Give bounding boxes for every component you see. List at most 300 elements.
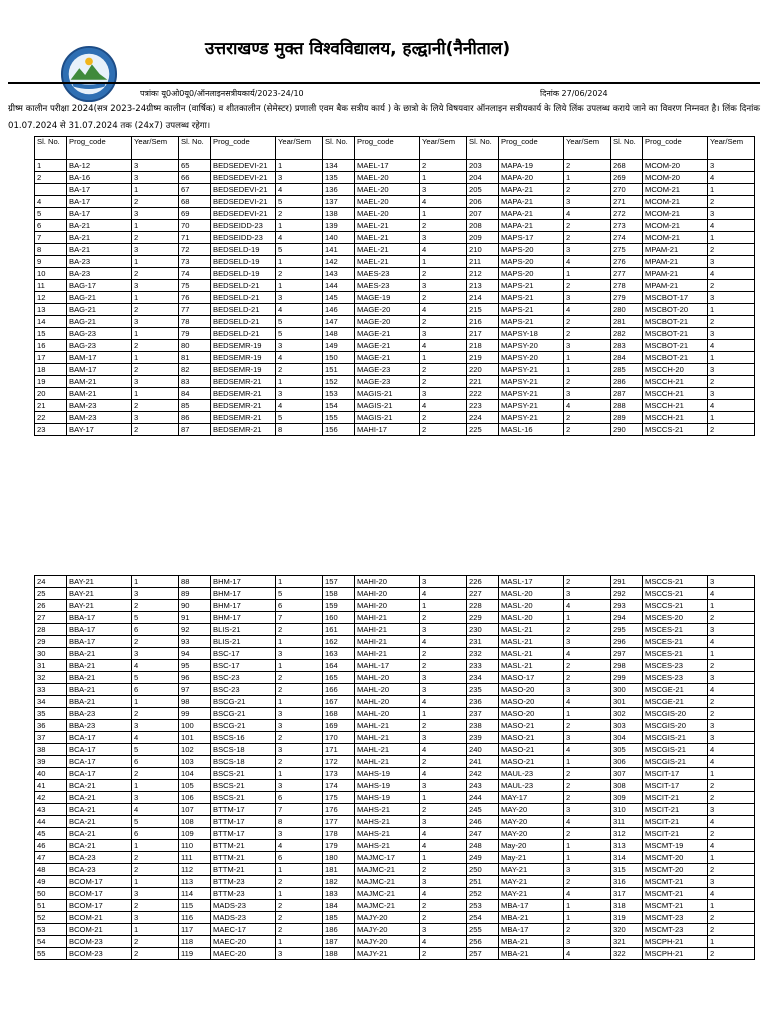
- year-sem-cell: 1: [132, 696, 179, 708]
- year-sem-cell: 3: [420, 684, 467, 696]
- prog-code-cell: MAHL-17: [355, 660, 420, 672]
- year-sem-cell: 4: [420, 244, 467, 256]
- year-sem-cell: 3: [132, 912, 179, 924]
- serial-cell: 285: [611, 364, 643, 376]
- year-sem-cell: 2: [564, 220, 611, 232]
- year-sem-cell: 3: [276, 708, 323, 720]
- prog-code-cell: MSCIT-21: [643, 828, 708, 840]
- column-header: Sl. No.: [611, 137, 643, 160]
- serial-cell: 232: [467, 648, 499, 660]
- serial-cell: 69: [179, 208, 211, 220]
- serial-cell: 271: [611, 196, 643, 208]
- year-sem-cell: 4: [132, 804, 179, 816]
- year-sem-cell: 3: [564, 196, 611, 208]
- prog-code-cell: MAGE-21: [355, 328, 420, 340]
- prog-code-cell: MSCGIS-21: [643, 756, 708, 768]
- year-sem-cell: 1: [276, 576, 323, 588]
- serial-cell: 175: [323, 792, 355, 804]
- prog-code-cell: MBA-21: [499, 948, 564, 960]
- serial-cell: 205: [467, 184, 499, 196]
- prog-code-cell: BTTM-17: [211, 816, 276, 828]
- prog-code-cell: BEDSELD-21: [211, 280, 276, 292]
- serial-cell: 288: [611, 400, 643, 412]
- table-row: [35, 876, 755, 888]
- serial-cell: 14: [35, 316, 67, 328]
- prog-code-cell: BEDSEMR-21: [211, 388, 276, 400]
- serial-cell: 145: [323, 292, 355, 304]
- serial-cell: 146: [323, 304, 355, 316]
- year-sem-cell: 7: [276, 612, 323, 624]
- serial-cell: 19: [35, 376, 67, 388]
- year-sem-cell: 2: [420, 424, 467, 436]
- table-row: [35, 912, 755, 924]
- year-sem-cell: 3: [708, 364, 755, 376]
- year-sem-cell: 4: [276, 352, 323, 364]
- year-sem-cell: 1: [708, 936, 755, 948]
- serial-cell: 33: [35, 684, 67, 696]
- prog-code-cell: MSCCS-21: [643, 588, 708, 600]
- serial-cell: 78: [179, 316, 211, 328]
- table-row: [35, 816, 755, 828]
- year-sem-cell: 1: [132, 876, 179, 888]
- year-sem-cell: 2: [276, 876, 323, 888]
- year-sem-cell: 3: [132, 160, 179, 172]
- year-sem-cell: 1: [420, 792, 467, 804]
- serial-cell: 71: [179, 232, 211, 244]
- year-sem-cell: 3: [276, 744, 323, 756]
- prog-code-cell: BSCS-21: [211, 792, 276, 804]
- serial-cell: 280: [611, 304, 643, 316]
- year-sem-cell: 5: [276, 588, 323, 600]
- serial-cell: 309: [611, 792, 643, 804]
- serial-cell: 96: [179, 672, 211, 684]
- year-sem-cell: 1: [132, 840, 179, 852]
- prog-code-cell: BAY-17: [67, 424, 132, 436]
- year-sem-cell: 3: [564, 804, 611, 816]
- serial-cell: 307: [611, 768, 643, 780]
- table-row: [35, 720, 755, 732]
- serial-cell: 186: [323, 924, 355, 936]
- prog-code-cell: BBA-21: [67, 684, 132, 696]
- prog-code-cell: BAM-23: [67, 400, 132, 412]
- year-sem-cell: 1: [564, 352, 611, 364]
- table-row: [35, 828, 755, 840]
- year-sem-cell: 2: [420, 376, 467, 388]
- table-row: [35, 280, 755, 292]
- year-sem-cell: 3: [420, 876, 467, 888]
- year-sem-cell: 1: [132, 328, 179, 340]
- serial-cell: 15: [35, 328, 67, 340]
- serial-cell: 322: [611, 948, 643, 960]
- serial-cell: 24: [35, 576, 67, 588]
- table-row: [35, 600, 755, 612]
- prog-code-cell: MSCMT-21: [643, 900, 708, 912]
- prog-code-cell: BAG-21: [67, 304, 132, 316]
- serial-cell: 76: [179, 292, 211, 304]
- prog-code-cell: MSCES-21: [643, 636, 708, 648]
- prog-code-cell: MBA-17: [499, 900, 564, 912]
- year-sem-cell: 1: [276, 280, 323, 292]
- table-row: [35, 184, 755, 196]
- serial-cell: 141: [323, 244, 355, 256]
- year-sem-cell: 2: [132, 400, 179, 412]
- prog-code-cell: BEDSELD-21: [211, 292, 276, 304]
- prog-code-cell: May-21: [499, 852, 564, 864]
- year-sem-cell: 2: [420, 612, 467, 624]
- prog-code-cell: MAPSY-21: [499, 376, 564, 388]
- serial-cell: 241: [467, 756, 499, 768]
- year-sem-cell: 3: [708, 256, 755, 268]
- serial-cell: 302: [611, 708, 643, 720]
- serial-cell: 244: [467, 792, 499, 804]
- year-sem-cell: 2: [708, 612, 755, 624]
- prog-code-cell: BAY-21: [67, 588, 132, 600]
- serial-cell: 92: [179, 624, 211, 636]
- table-row: [35, 328, 755, 340]
- serial-cell: 44: [35, 816, 67, 828]
- serial-cell: 278: [611, 280, 643, 292]
- prog-code-cell: MSCCH-21: [643, 376, 708, 388]
- serial-cell: 235: [467, 684, 499, 696]
- prog-code-cell: MAHL-21: [355, 732, 420, 744]
- serial-cell: 98: [179, 696, 211, 708]
- prog-code-cell: MAHS-19: [355, 792, 420, 804]
- year-sem-cell: 1: [708, 852, 755, 864]
- year-sem-cell: 1: [276, 936, 323, 948]
- prog-code-cell: BAG-21: [67, 292, 132, 304]
- prog-code-cell: MCOM-21: [643, 232, 708, 244]
- year-sem-cell: 1: [132, 576, 179, 588]
- year-sem-cell: 3: [708, 876, 755, 888]
- serial-cell: 102: [179, 744, 211, 756]
- year-sem-cell: 1: [276, 220, 323, 232]
- serial-cell: 207: [467, 208, 499, 220]
- serial-cell: 115: [179, 900, 211, 912]
- prog-code-cell: MAEL-20: [355, 184, 420, 196]
- year-sem-cell: 1: [564, 172, 611, 184]
- year-sem-cell: 3: [708, 292, 755, 304]
- prog-code-cell: BAG-23: [67, 340, 132, 352]
- prog-code-cell: BCA-21: [67, 816, 132, 828]
- year-sem-cell: 2: [132, 304, 179, 316]
- serial-cell: 47: [35, 852, 67, 864]
- serial-cell: 84: [179, 388, 211, 400]
- prog-code-cell: MAY-21: [499, 888, 564, 900]
- prog-code-cell: MASO-20: [499, 708, 564, 720]
- year-sem-cell: 3: [420, 732, 467, 744]
- year-sem-cell: 2: [420, 412, 467, 424]
- prog-code-cell: MAEL-17: [355, 160, 420, 172]
- serial-cell: 213: [467, 280, 499, 292]
- table-row: [35, 660, 755, 672]
- prog-code-cell: MAGE-20: [355, 316, 420, 328]
- prog-code-cell: MSCCH-20: [643, 364, 708, 376]
- year-sem-cell: 2: [132, 340, 179, 352]
- prog-code-cell: MAPS-20: [499, 268, 564, 280]
- year-sem-cell: 3: [420, 576, 467, 588]
- prog-code-cell: MAGE-21: [355, 340, 420, 352]
- serial-cell: 45: [35, 828, 67, 840]
- column-header: Prog_code: [355, 137, 420, 160]
- serial-cell: 79: [179, 328, 211, 340]
- prog-code-cell: MBA-21: [499, 936, 564, 948]
- serial-cell: 153: [323, 388, 355, 400]
- serial-cell: 227: [467, 588, 499, 600]
- prog-code-cell: MAJMC-21: [355, 876, 420, 888]
- prog-code-cell: BA-17: [67, 196, 132, 208]
- prog-code-cell: MAGIS-21: [355, 412, 420, 424]
- year-sem-cell: 2: [276, 900, 323, 912]
- serial-cell: 204: [467, 172, 499, 184]
- serial-cell: 112: [179, 864, 211, 876]
- prog-code-cell: BBA-21: [67, 648, 132, 660]
- serial-cell: 90: [179, 600, 211, 612]
- year-sem-cell: 3: [564, 936, 611, 948]
- year-sem-cell: 4: [276, 400, 323, 412]
- serial-cell: 170: [323, 732, 355, 744]
- prog-code-cell: MAGE-19: [355, 292, 420, 304]
- prog-code-cell: BEDSELD-19: [211, 244, 276, 256]
- table-row: [35, 340, 755, 352]
- serial-cell: 169: [323, 720, 355, 732]
- serial-cell: 321: [611, 936, 643, 948]
- prog-code-cell: BTTM-21: [211, 852, 276, 864]
- column-header: Sl. No.: [467, 137, 499, 160]
- serial-cell: 161: [323, 624, 355, 636]
- year-sem-cell: 4: [276, 232, 323, 244]
- serial-cell: 298: [611, 660, 643, 672]
- prog-code-cell: BAG-17: [67, 280, 132, 292]
- serial-cell: 181: [323, 864, 355, 876]
- year-sem-cell: 3: [132, 376, 179, 388]
- year-sem-cell: 4: [564, 696, 611, 708]
- serial-cell: 277: [611, 268, 643, 280]
- serial-cell: 66: [179, 172, 211, 184]
- prog-code-cell: MSCES-23: [643, 660, 708, 672]
- serial-cell: 183: [323, 888, 355, 900]
- table-row: [35, 864, 755, 876]
- serial-cell: 310: [611, 804, 643, 816]
- prog-code-cell: MADS-23: [211, 912, 276, 924]
- reference-number: पत्रांकः यू0ओ0यू0/ऑनलाइनसत्रीयकार्य/2023-24/10: [140, 89, 304, 98]
- year-sem-cell: 2: [564, 720, 611, 732]
- year-sem-cell: 2: [564, 672, 611, 684]
- year-sem-cell: 4: [564, 400, 611, 412]
- prog-code-cell: MAPSY-21: [499, 364, 564, 376]
- prog-code-cell: MAPS-20: [499, 244, 564, 256]
- prog-code-cell: BHM-17: [211, 600, 276, 612]
- year-sem-cell: 2: [132, 900, 179, 912]
- column-header: Prog_code: [67, 137, 132, 160]
- serial-cell: 226: [467, 576, 499, 588]
- serial-cell: 158: [323, 588, 355, 600]
- serial-cell: 104: [179, 768, 211, 780]
- prog-code-cell: MAPA-21: [499, 184, 564, 196]
- serial-cell: 109: [179, 828, 211, 840]
- prog-code-cell: BHM-17: [211, 588, 276, 600]
- serial-cell: 315: [611, 864, 643, 876]
- prog-code-cell: MAHI-20: [355, 576, 420, 588]
- year-sem-cell: 4: [420, 840, 467, 852]
- year-sem-cell: 1: [708, 768, 755, 780]
- prog-code-cell: MAEC-17: [211, 924, 276, 936]
- prog-code-cell: BCA-17: [67, 768, 132, 780]
- year-sem-cell: 4: [708, 756, 755, 768]
- table-row: [35, 364, 755, 376]
- serial-cell: 229: [467, 612, 499, 624]
- prog-code-cell: MAHS-21: [355, 816, 420, 828]
- prog-code-cell: MASL-20: [499, 588, 564, 600]
- serial-cell: 149: [323, 340, 355, 352]
- prog-code-cell: BCOM-21: [67, 912, 132, 924]
- prog-code-cell: MSCBOT-21: [643, 352, 708, 364]
- year-sem-cell: 4: [708, 744, 755, 756]
- serial-cell: 294: [611, 612, 643, 624]
- prog-code-cell: MAPSY-21: [499, 400, 564, 412]
- year-sem-cell: 3: [564, 340, 611, 352]
- prog-code-cell: MAJMC-21: [355, 888, 420, 900]
- year-sem-cell: 2: [420, 268, 467, 280]
- table-row: [35, 316, 755, 328]
- year-sem-cell: 2: [132, 708, 179, 720]
- serial-cell: 187: [323, 936, 355, 948]
- prog-code-cell: MAGIS-21: [355, 400, 420, 412]
- prog-code-cell: BCA-17: [67, 744, 132, 756]
- year-sem-cell: 3: [564, 864, 611, 876]
- table-row: [35, 768, 755, 780]
- year-sem-cell: 2: [276, 912, 323, 924]
- serial-cell: 81: [179, 352, 211, 364]
- serial-cell: 53: [35, 924, 67, 936]
- serial-cell: 143: [323, 268, 355, 280]
- year-sem-cell: 4: [276, 184, 323, 196]
- year-sem-cell: 1: [132, 256, 179, 268]
- prog-code-cell: BCA-21: [67, 804, 132, 816]
- year-sem-cell: 3: [420, 780, 467, 792]
- serial-cell: 113: [179, 876, 211, 888]
- prog-code-cell: MAHL-21: [355, 756, 420, 768]
- year-sem-cell: 2: [708, 244, 755, 256]
- prog-code-cell: MAHI-21: [355, 636, 420, 648]
- serial-cell: 299: [611, 672, 643, 684]
- prog-code-cell: BAM-21: [67, 388, 132, 400]
- prog-code-cell: MAPSY-20: [499, 352, 564, 364]
- serial-cell: 316: [611, 876, 643, 888]
- table-row: [35, 244, 755, 256]
- prog-code-cell: BSCS-18: [211, 756, 276, 768]
- year-sem-cell: 2: [564, 412, 611, 424]
- prog-code-cell: BTTM-17: [211, 804, 276, 816]
- prog-code-cell: MAEC-20: [211, 948, 276, 960]
- prog-code-cell: MAEL-20: [355, 208, 420, 220]
- prog-code-cell: BEDSEMR-21: [211, 376, 276, 388]
- prog-code-cell: MPAM-21: [643, 280, 708, 292]
- year-sem-cell: 6: [276, 792, 323, 804]
- prog-code-cell: MASO-21: [499, 732, 564, 744]
- year-sem-cell: 1: [132, 184, 179, 196]
- prog-code-cell: MSCGIS-20: [643, 720, 708, 732]
- serial-cell: 8: [35, 244, 67, 256]
- year-sem-cell: 4: [420, 936, 467, 948]
- serial-cell: 214: [467, 292, 499, 304]
- serial-cell: 274: [611, 232, 643, 244]
- serial-cell: 85: [179, 400, 211, 412]
- serial-cell: 242: [467, 768, 499, 780]
- column-header: Year/Sem: [708, 137, 755, 160]
- year-sem-cell: 4: [420, 888, 467, 900]
- year-sem-cell: 3: [420, 672, 467, 684]
- year-sem-cell: 2: [420, 804, 467, 816]
- prog-code-cell: MAJY-20: [355, 912, 420, 924]
- prog-code-cell: MCOM-21: [643, 208, 708, 220]
- prog-code-cell: MAJY-21: [355, 948, 420, 960]
- serial-cell: 35: [35, 708, 67, 720]
- prog-code-cell: BBA-23: [67, 720, 132, 732]
- year-sem-cell: 8: [276, 816, 323, 828]
- serial-cell: 177: [323, 816, 355, 828]
- prog-code-cell: MAHL-20: [355, 684, 420, 696]
- serial-cell: 167: [323, 696, 355, 708]
- year-sem-cell: 4: [420, 696, 467, 708]
- serial-cell: 297: [611, 648, 643, 660]
- serial-cell: 17: [35, 352, 67, 364]
- year-sem-cell: 1: [564, 612, 611, 624]
- serial-cell: 116: [179, 912, 211, 924]
- serial-cell: 40: [35, 768, 67, 780]
- prog-code-cell: BEDSEDEVI-21: [211, 184, 276, 196]
- serial-cell: 20: [35, 388, 67, 400]
- prog-code-cell: MAPA-21: [499, 220, 564, 232]
- prog-code-cell: MASO-21: [499, 720, 564, 732]
- year-sem-cell: 4: [132, 732, 179, 744]
- serial-cell: 238: [467, 720, 499, 732]
- prog-code-cell: BBA-17: [67, 624, 132, 636]
- program-table-part1: [34, 136, 755, 436]
- year-sem-cell: 4: [420, 588, 467, 600]
- year-sem-cell: 4: [708, 816, 755, 828]
- year-sem-cell: 2: [564, 316, 611, 328]
- serial-cell: 292: [611, 588, 643, 600]
- prog-code-cell: BSCG-21: [211, 720, 276, 732]
- prog-code-cell: MCOM-21: [643, 220, 708, 232]
- prog-code-cell: MSCMT-23: [643, 912, 708, 924]
- year-sem-cell: 3: [276, 948, 323, 960]
- table-row: [35, 412, 755, 424]
- year-sem-cell: 2: [420, 660, 467, 672]
- year-sem-cell: 2: [564, 660, 611, 672]
- serial-cell: 308: [611, 780, 643, 792]
- year-sem-cell: 4: [708, 840, 755, 852]
- year-sem-cell: 2: [420, 648, 467, 660]
- serial-cell: 101: [179, 732, 211, 744]
- serial-cell: 73: [179, 256, 211, 268]
- year-sem-cell: 1: [564, 268, 611, 280]
- table-row: [35, 840, 755, 852]
- prog-code-cell: BHM-17: [211, 612, 276, 624]
- year-sem-cell: 2: [132, 948, 179, 960]
- serial-cell: 46: [35, 840, 67, 852]
- year-sem-cell: 3: [708, 732, 755, 744]
- serial-cell: 147: [323, 316, 355, 328]
- table-header-row: [35, 137, 755, 160]
- serial-cell: 103: [179, 756, 211, 768]
- table-row: [35, 160, 755, 172]
- serial-cell: [35, 184, 67, 196]
- serial-cell: 144: [323, 280, 355, 292]
- year-sem-cell: 3: [132, 316, 179, 328]
- serial-cell: 318: [611, 900, 643, 912]
- header-divider: [8, 82, 760, 84]
